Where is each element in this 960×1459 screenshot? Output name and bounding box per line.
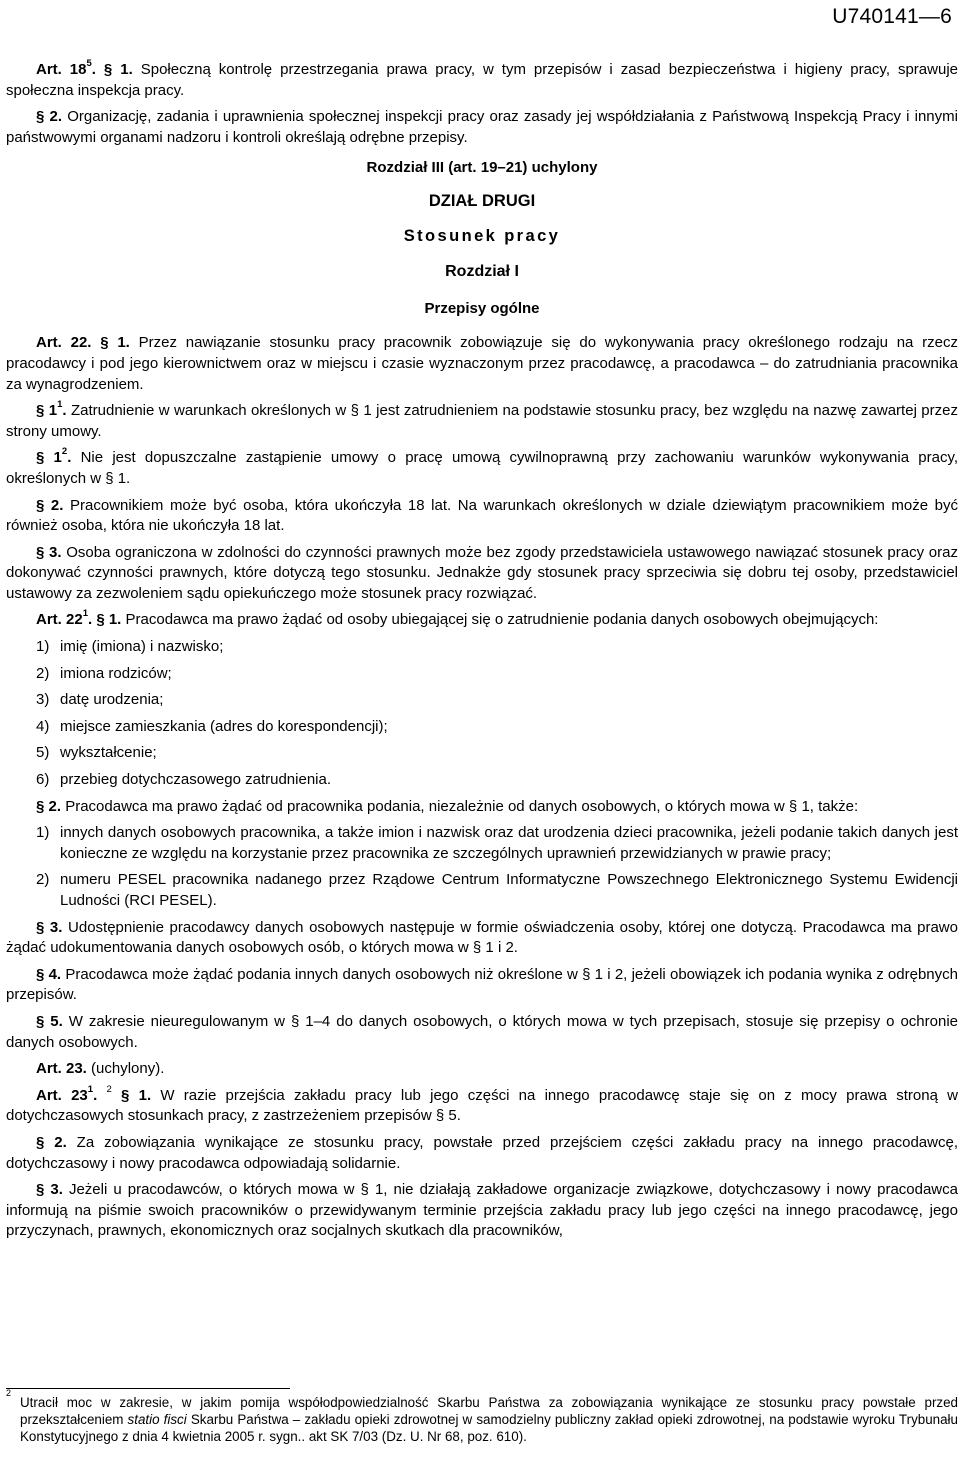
document-body (6, 60, 958, 1248)
footnotes (6, 1388, 958, 1445)
art-23-1-par-1: Art. $23^1$. $^2$ § 1. W razie przejścia zakładu pracy lub jego części na innego pracodawcę staje się on z mocy prawa stroną w dotychczasowych stosunkach pracy, z zastrzeżeniem przepisów § 5. (6, 1083, 959, 1125)
list-item: 1) innych danych osobowych pracownika, a także imion i nazwisk oraz dat urodzenia dzieci pracownika, jeżeli podanie takich danych jest konieczne ze względu na korzystanie przez pracownika ze szczególnych uprawnień przewidzianych w prawie pracy; (36, 824, 958, 862)
art-22-1-par-2: § 2. Pracodawca ma prawo żądać od pracownika podania, niezależnie od danych osobowych, o których mowa w § 1, także: (36, 797, 859, 815)
page-header (832, 4, 952, 30)
part-2-title: Stosunek pracy (403, 226, 561, 245)
page-number: 6 (940, 5, 952, 28)
art-22-1-list-1 (6, 637, 958, 791)
footnote-2: 2 Utracił moc w zakresie, w jakim pomija współodpowiedzialność Skarbu Państwa za zobowiązania wynikające ze stosunku pracy powstałe przed przekształceniem statio fisci Skarbu Państwa – zakładu opieki zdrowotnej w samodzielny publiczny zakład opieki zdrowotnej, na podstawie wyroku Trybunału Konstytucyjnego z dnia 4 kwietnia 2005 r. sygn.. akt SK 7/03 (Dz. U. Nr 68, poz. 610). (6, 1388, 958, 1444)
list-item: 2) imiona rodziców; (36, 664, 172, 682)
chapter-1-heading: Rozdział I (445, 263, 519, 281)
part-2-heading: DZIAŁ DRUGI (428, 191, 536, 210)
header-dash: — (918, 5, 941, 28)
art-22-1-par-1: Art. $22^1$. § 1. Pracodawca ma prawo żądać od osoby ubiegającej się o zatrudnienie podania danych osobowych obejmujących: (36, 608, 879, 629)
art-18-5-par-1: Art. $18^5$. § 1. Społeczną kontrolę przestrzegania prawa pracy, w tym przepisów i zasad bezpieczeństwa i higieny pracy, sprawuje społeczna inspekcja pracy. (6, 58, 958, 99)
footnote-ref[interactable]: 2 (106, 1083, 112, 1095)
footnote-separator (6, 1388, 290, 1389)
art-22-par-3: § 3. Osoba ograniczona w zdolności do czynności prawnych może bez zgody przedstawiciela ustawowego nawiązać stosunek pracy oraz dokonywać czynności prawnych, które dotyczą tego stosunku. Jednakże gdy stosunek pracy sprzeciwia się dobru tej osoby, przedstawiciel ustawowy za zezwoleniem sądu opiekuńczego może stosunek pracy rozwiązać. (6, 543, 958, 602)
art-23: Art. 23. (uchylony). (36, 1060, 165, 1078)
list-item: 4) miejsce zamieszkania (adres do korespondencji); (36, 717, 388, 735)
chapter-1-title: Przepisy ogólne (424, 299, 540, 317)
art-23-1-par-3: § 3. Jeżeli u pracodawców, o których mowa w § 1, nie działają zakładowe organizacje związkowe, dotychczasowy i nowy pracodawca informują na piśmie swoich pracowników o przewidywanym terminie przejścia zakładu pracy lub jego części na innego pracodawcę, jego przyczynach, prawnych, ekonomicznych oraz socjalnych skutkach dla pracowników, (6, 1181, 958, 1240)
art-22-1-par-3: § 3. Udostępnienie pracodawcy danych osobowych następuje w formie oświadczenia osoby, której one dotyczą. Pracodawca ma prawo żądać udokumentowania danych osobowych osób, o których mowa w § 1 i 2. (6, 918, 958, 957)
list-item: 3) datę urodzenia; (36, 691, 164, 709)
art-22-par-1-1: § $1^1$. Zatrudnienie w warunkach określonych w § 1 jest zatrudnieniem na podstawie stosunku pracy, bez względu na nazwę zawartej przez strony umowy. (6, 399, 958, 440)
list-item: 6) przebieg dotychczasowego zatrudnienia. (36, 771, 332, 789)
art-22-1-list-2 (6, 823, 958, 911)
document-id: U740141 (832, 5, 919, 28)
art-22-par-1-2: § $1^2$. Nie jest dopuszczalne zastąpienie umowy o pracę umową cywilnoprawną przy zachowaniu warunków wykonywania pracy, określonych w § 1. (6, 446, 958, 487)
art-22-par-1: Art. 22. § 1. Przez nawiązanie stosunku pracy pracownik zobowiązuje się do wykonywania pracy określonego rodzaju na rzecz pracodawcy i pod jego kierownictwem oraz w miejscu i czasie wyznaczonym przez pracodawcę, a pracodawca – do zatrudniania pracownika za wynagrodzeniem. (6, 334, 958, 393)
art-23-1-par-2: § 2. Za zobowiązania wynikające ze stosunku pracy, powstałe przed przejściem części zakładu pracy na innego pracodawcę, dotychczasowy i nowy pracodawca odpowiadają solidarnie. (6, 1133, 958, 1172)
list-item: 5) wykształcenie; (36, 744, 157, 762)
chapter-3-heading: Rozdział III (art. 19–21) uchylony (366, 159, 598, 177)
list-item: 2) numeru PESEL pracownika nadanego przez Rządowe Centrum Informatyczne Powszechnego Elektronicznego Systemu Ewidencji Ludności (RCI PESEL). (36, 871, 958, 909)
art-22-1-par-4: § 4. Pracodawca może żądać podania innych danych osobowych niż określone w § 1 i 2, jeżeli obowiązek ich podania wynika z odrębnych przepisów. (6, 965, 958, 1004)
art-22-par-2: § 2. Pracownikiem może być osoba, która ukończyła 18 lat. Na warunkach określonych w dziale dziewiątym pracownikiem może być również osoba, która nie ukończyła 18 lat. (6, 496, 958, 535)
art-18-5-par-2: § 2. Organizację, zadania i uprawnienia społecznej inspekcji pracy oraz zasady jej współdziałania z Państwową Inspekcją Pracy i innymi państwowymi organami nadzoru i kontroli określają odrębne przepisy. (6, 108, 958, 146)
art-22-1-par-5: § 5. W zakresie nieuregulowanym w § 1–4 do danych osobowych, o których mowa w tych przepisach, stosuje się przepisy o ochronie danych osobowych. (6, 1012, 958, 1051)
list-item: 1) imię (imiona) i nazwisko; (36, 638, 224, 656)
